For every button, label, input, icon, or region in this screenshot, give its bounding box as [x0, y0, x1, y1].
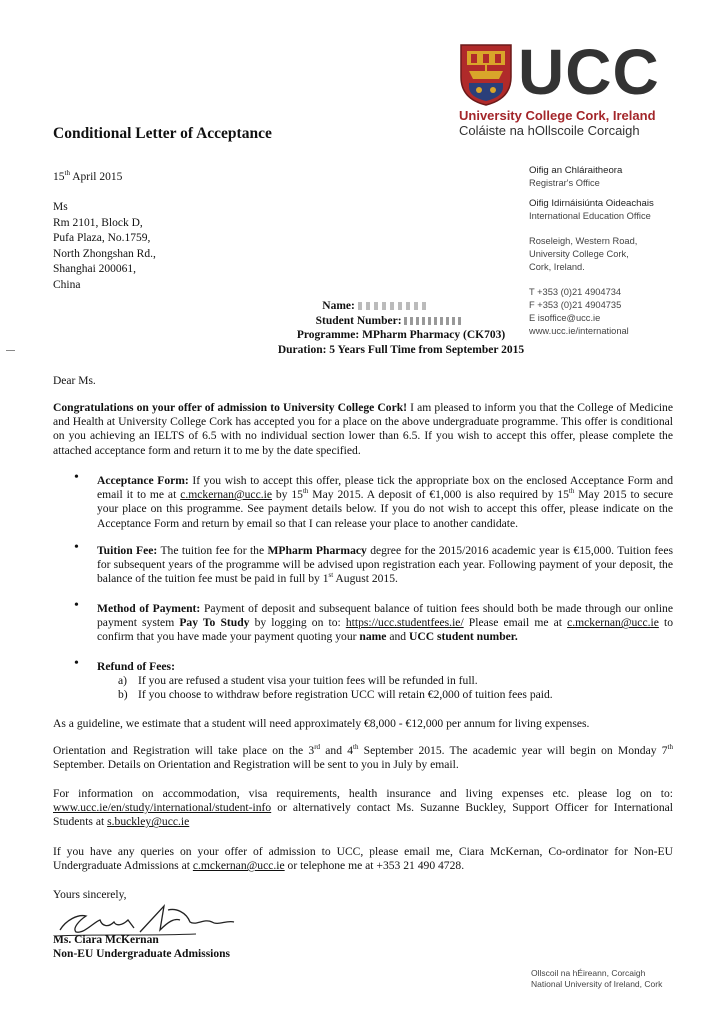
student-number-row: Student Number: — [200, 314, 540, 329]
refund-item-a-letter: a) — [118, 674, 128, 687]
address-line: Rm 2101, Block D, — [53, 216, 143, 229]
address-line: Ms — [53, 201, 68, 213]
address-line: Shanghai 200061, — [53, 263, 137, 276]
info-url-link[interactable]: www.ucc.ie/en/study/international/student-info — [53, 801, 272, 815]
tuition-fee-item: Tuition Fee: The tuition fee for the MPharm Pharmacy degree for the 2015/2016 academic year is €15,000. Tuition fees for subsequent years of the programme will be advised upon registration each year. Following payment of your deposit, the balance of the tuition fee must be paid in full by 1st August 2015. — [97, 544, 673, 586]
intl-office: International Education Office — [529, 211, 651, 221]
info-email-link[interactable]: s.buckley@ucc.ie — [107, 815, 190, 829]
office-address-line: Roseleigh, Western Road, — [529, 236, 638, 246]
name-row: Name: — [200, 299, 540, 314]
payment-email-link[interactable]: c.mckernan@ucc.ie — [567, 616, 659, 630]
university-name-irish: Coláiste na hOllscoile Corcaigh — [459, 123, 640, 138]
payment-method-item: Method of Payment: Payment of deposit and subsequent balance of tuition fees should both be made through our online payment system Pay To Study by logging on to: https://ucc.studentfees.ie/ Please email me at c.mckernan@ucc.ie to confirm that you have made your payment quoting your name and UCC student number. — [97, 602, 673, 644]
registrar-office: Registrar's Office — [529, 178, 600, 188]
office-address-line: Cork, Ireland. — [529, 262, 585, 272]
info-paragraph: For information on accommodation, visa requirements, health insurance and living expenses etc. please log on to: www.ucc.ie/en/study/international/student-info or alternatively contact Ms. Suzanne Buckley, Support Officer for International Students at s.buckley@ucc.ie — [53, 787, 673, 829]
orientation-paragraph: Orientation and Registration will take place on the 3rd and 4th September 2015. The academic year will begin on Monday 7th September. Details on Orientation and Registration will be sent to you in July by email. — [53, 743, 673, 772]
signatory-title: Non-EU Undergraduate Admissions — [53, 948, 230, 960]
bullet-icon: • — [74, 656, 79, 671]
refund-item-b-letter: b) — [118, 688, 128, 701]
refund-item-b: If you choose to withdraw before registration UCC will retain €2,000 of tuition fees paid. — [138, 688, 553, 701]
ucc-wordmark: UCC — [518, 36, 660, 108]
address-line: Pufa Plaza, No.1759, — [53, 232, 151, 245]
acceptance-email-link[interactable]: c.mckernan@ucc.ie — [180, 488, 272, 502]
intl-office-irish: Oifig Idirnáisiúnta Oideachais — [529, 198, 654, 209]
duration-row: Duration: 5 Years Full Time from September 2015 — [277, 343, 525, 356]
closing: Yours sincerely, — [53, 889, 127, 901]
refund-heading: Refund of Fees: — [97, 660, 175, 673]
office-phone: T +353 (0)21 4904734 — [529, 287, 622, 297]
office-website: www.ucc.ie/international — [529, 326, 629, 336]
programme-row: Programme: MPharm Pharmacy (CK703) — [296, 329, 506, 341]
signatory-name: Ms. Ciara McKernan — [53, 934, 159, 946]
queries-email-link[interactable]: c.mckernan@ucc.ie — [192, 859, 285, 873]
letter-date: 15th April 2015 — [53, 169, 123, 183]
redacted-student-number — [404, 317, 464, 325]
fold-mark — [6, 350, 15, 351]
salutation: Dear Ms. — [53, 375, 96, 387]
redacted-name — [358, 302, 428, 310]
payment-url-link[interactable]: https://ucc.studentfees.ie/ — [345, 616, 464, 630]
bullet-icon: • — [74, 470, 79, 485]
queries-paragraph: If you have any queries on your offer of admission to UCC, please email me, Ciara McKernan, Co-ordinator for Non-EU Undergraduate Admissions at c.mckernan@ucc.ie or telephone me at +353 21 490 4728. — [53, 845, 673, 873]
guideline-paragraph: As a guideline, we estimate that a student will need approximately €8,000 - €12,000 per annum for living expenses. — [53, 717, 590, 730]
recipient-address — [53, 200, 156, 294]
footer-english: National University of Ireland, Cork — [531, 979, 663, 989]
acceptance-form-item: Acceptance Form: If you wish to accept this offer, please tick the appropriate box on the enclosed Acceptance Form and email it to me at c.mckernan@ucc.ie by 15th May 2015. A deposit of €1,000 is also required by 15th May 2015 to secure your place on this programme. See payment details below. If you do not wish to accept this offer, please indicate on the Acceptance Form and return by email so that I can release your place to another candidate. — [97, 474, 673, 530]
offer-details — [200, 299, 540, 357]
university-name: University College Cork, Ireland — [459, 108, 656, 123]
office-info — [529, 164, 709, 338]
office-fax: F +353 (0)21 4904735 — [529, 300, 622, 310]
office-email: E isoffice@ucc.ie — [529, 313, 601, 323]
intro-paragraph: Congratulations on your offer of admission to University College Cork! I am pleased to inform you that the College of Medicine and Health at University College Cork has accepted you for a place on the above undergraduate programme. This offer is conditional on you achieving an IELTS of 6.5 with no individual section lower than 6.5. If you wish to accept this offer, please complete the attached acceptance form and return it to me by the date specified. — [53, 401, 673, 457]
registrar-office-irish: Oifig an Chláraitheora — [529, 165, 623, 176]
address-line: North Zhongshan Rd., — [53, 247, 156, 260]
letter-title: Conditional Letter of Acceptance — [53, 125, 272, 142]
footer — [531, 968, 662, 990]
bullet-icon: • — [74, 598, 79, 613]
refund-item-a: If you are refused a student visa your tuition fees will be refunded in full. — [138, 674, 478, 687]
office-address-line: University College Cork, — [529, 249, 629, 259]
address-line: China — [53, 278, 81, 291]
bullet-icon: • — [74, 540, 79, 555]
footer-irish: Ollscoil na hÉireann, Corcaigh — [531, 968, 646, 978]
ucc-crest-logo — [459, 43, 513, 106]
